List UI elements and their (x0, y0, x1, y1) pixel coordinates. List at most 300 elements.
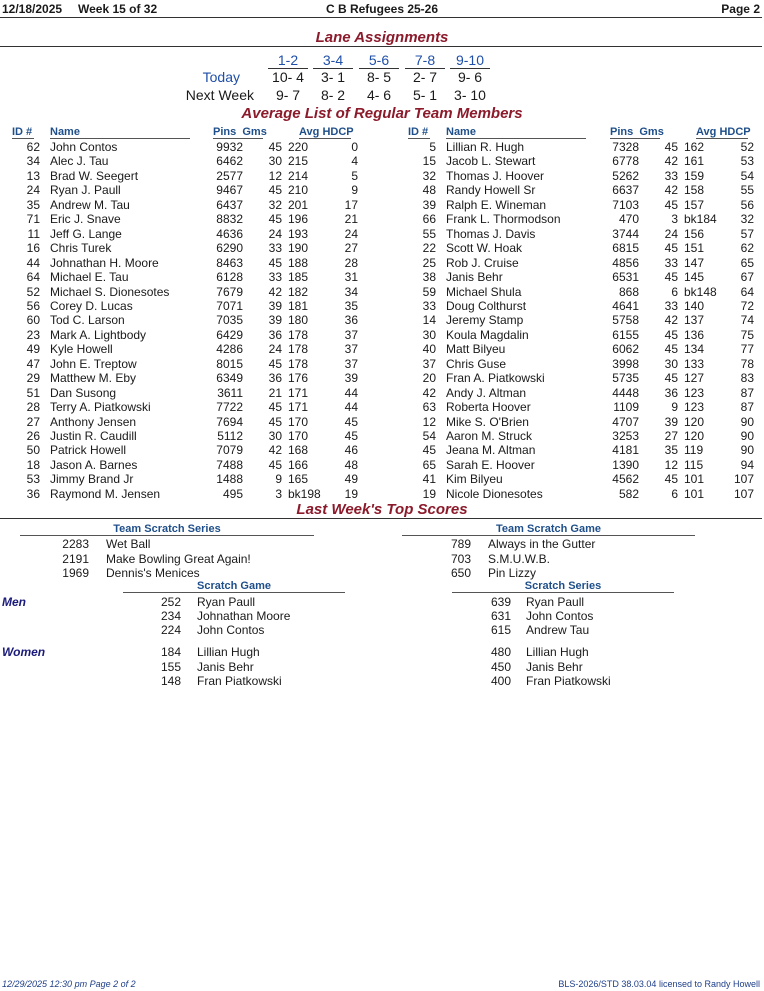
bowler-id: 18 (26, 457, 40, 472)
bowler-handicap: 107 (733, 472, 754, 487)
bowler-name: Dan Susong (50, 385, 117, 400)
bowler-name: Scott W. Hoak (446, 241, 523, 256)
bowler-name: Kyle Howell (50, 342, 113, 357)
bowler-id: 49 (26, 342, 40, 357)
bowler-handicap: 24 (344, 226, 358, 241)
bowler-average: 156 (684, 226, 705, 241)
score-name: Janis Behr (526, 659, 583, 674)
bowler-name: Mark A. Lightbody (50, 327, 147, 342)
bowler-id: 35 (26, 197, 40, 212)
bowler-average: 181 (288, 298, 309, 313)
score-value: 400 (490, 674, 511, 688)
bowler-id: 44 (26, 255, 40, 270)
bowler-pins: 3744 (612, 226, 639, 241)
bowler-games: 45 (268, 414, 282, 429)
table-row (0, 429, 360, 443)
lane-pair-header: 7-8 (405, 52, 445, 69)
bowler-games: 42 (664, 154, 678, 169)
bowler-handicap: 46 (344, 443, 358, 458)
bowler-average: 170 (288, 429, 309, 443)
bowler-games: 39 (268, 298, 282, 313)
bowler-pins: 495 (222, 486, 243, 501)
bowler-name: Terry A. Piatkowski (50, 400, 151, 415)
lane-today-matchup: 8- 5 (366, 69, 392, 85)
bowler-handicap: 77 (740, 342, 754, 357)
col-gms-header: Gms (242, 126, 267, 138)
bowler-handicap: 37 (344, 342, 358, 357)
bowler-id: 66 (422, 212, 436, 227)
bowler-average: 220 (288, 140, 309, 154)
bowler-games: 45 (664, 327, 678, 342)
bowler-games: 45 (268, 212, 282, 227)
bowler-average: 196 (288, 212, 309, 227)
bowler-average: 123 (684, 400, 705, 415)
bowler-name: Frank L. Thormodson (446, 212, 561, 227)
bowler-pins: 9467 (216, 183, 243, 198)
bowler-id: 60 (26, 313, 40, 328)
lane-today-matchup: 9- 6 (457, 69, 483, 85)
table-row (0, 198, 360, 212)
bowler-name: Tod C. Larson (50, 313, 125, 328)
bowler-pins: 5112 (217, 429, 243, 443)
bowler-id: 65 (422, 457, 436, 472)
bowler-average: 159 (684, 168, 705, 183)
bowler-id: 22 (422, 241, 436, 256)
bowler-handicap: 90 (740, 414, 754, 429)
bowler-name: Justin R. Caudill (50, 429, 137, 443)
bowler-id: 48 (422, 183, 436, 198)
bowler-name: Chris Guse (446, 356, 507, 371)
bowler-name: Chris Turek (50, 241, 112, 256)
bowler-pins: 6437 (216, 197, 243, 212)
bowler-pins: 4562 (612, 472, 639, 487)
bowler-pins: 470 (618, 212, 639, 227)
lane-assignments-rule (0, 46, 762, 47)
bowler-name: Mike S. O'Brien (446, 414, 529, 429)
score-name: Dennis's Menices (106, 566, 200, 580)
table-row (0, 386, 360, 400)
bowler-games: 33 (664, 298, 678, 313)
bowler-pins: 6062 (612, 342, 639, 357)
bowler-games: 33 (268, 270, 282, 285)
bowler-average: 136 (684, 327, 705, 342)
bowler-handicap: 64 (740, 284, 754, 299)
bowler-id: 38 (422, 270, 436, 285)
table-row (0, 328, 360, 342)
week-label: Week 15 of 32 (78, 2, 158, 16)
bowler-games: 36 (268, 327, 282, 342)
bowler-pins: 6128 (216, 270, 243, 285)
top-scores-title: Last Week's Top Scores (296, 501, 468, 518)
table-row (396, 183, 756, 197)
bowler-id: 19 (422, 486, 436, 501)
table-row (0, 458, 360, 472)
bowler-games: 24 (268, 342, 282, 357)
bowler-id: 23 (26, 327, 40, 342)
bowler-games: 36 (664, 385, 678, 400)
bowler-id: 36 (26, 486, 40, 501)
bowler-name: Janis Behr (446, 270, 503, 285)
bowler-games: 42 (268, 443, 282, 458)
bowler-name: Sarah E. Hoover (446, 457, 535, 472)
bowler-average: 165 (288, 472, 309, 487)
table-row (0, 443, 360, 457)
score-value: 480 (490, 645, 511, 659)
bowler-pins: 5758 (612, 313, 639, 328)
table-row (0, 357, 360, 371)
bowler-pins: 7035 (216, 313, 243, 328)
lane-today-matchup: 10- 4 (272, 69, 304, 85)
bowler-pins: 6155 (612, 327, 639, 342)
score-value: 631 (490, 609, 511, 623)
bowler-id: 13 (26, 168, 40, 183)
bowler-pins: 5262 (612, 168, 639, 183)
table-row (396, 415, 756, 429)
bowler-pins: 6290 (216, 241, 243, 256)
table-row (396, 198, 756, 212)
bowler-average: 180 (288, 313, 309, 328)
bowler-id: 12 (422, 414, 436, 429)
bowler-name: Jeff G. Lange (50, 226, 122, 241)
score-value: 450 (490, 659, 511, 674)
bowler-name: Raymond M. Jensen (50, 486, 161, 501)
bowler-id: 59 (422, 284, 436, 299)
table-row (0, 371, 360, 385)
bowler-name: Patrick Howell (50, 443, 127, 458)
bowler-pins: 1488 (216, 472, 243, 487)
bowler-handicap: 31 (344, 270, 358, 285)
bowler-handicap: 36 (344, 313, 358, 328)
col-hdcp-header: HDCP (322, 126, 354, 138)
bowler-pins: 8832 (216, 212, 243, 227)
bowler-name: Thomas J. Davis (446, 226, 536, 241)
table-row (396, 328, 756, 342)
col-id-header: ID # (12, 126, 33, 138)
bowler-handicap: 48 (344, 457, 358, 472)
table-row (0, 154, 360, 168)
bowler-id: 53 (26, 472, 40, 487)
table-row (396, 357, 756, 371)
col-pins-header: Pins (213, 126, 237, 138)
bowler-average: 151 (684, 241, 705, 256)
score-value: 703 (450, 551, 471, 566)
lane-next-matchup: 9- 7 (275, 87, 301, 103)
bowler-pins: 8015 (216, 356, 243, 371)
league-name: C B Refugees 25-26 (325, 2, 439, 16)
bowler-games: 6 (671, 486, 678, 501)
bowler-name: Andy J. Altman (446, 385, 527, 400)
col-hdcp-header: HDCP (719, 126, 751, 138)
bowler-average: 101 (684, 486, 705, 501)
bowler-average: 168 (288, 443, 309, 458)
table-row (0, 256, 360, 270)
bowler-name: Fran A. Piatkowski (446, 371, 545, 386)
bowler-pins: 1390 (612, 457, 639, 472)
table-row (0, 183, 360, 197)
bowler-pins: 6462 (216, 154, 243, 169)
table-row (396, 472, 756, 486)
bowler-handicap: 17 (344, 197, 358, 212)
table-row (0, 313, 360, 327)
score-name: Always in the Gutter (488, 537, 596, 551)
bowler-name: Jeremy Stamp (446, 313, 524, 328)
bowler-pins: 9932 (216, 140, 243, 154)
bowler-average: 158 (684, 183, 705, 198)
table-row (0, 285, 360, 299)
bowler-average: 170 (288, 414, 309, 429)
bowler-handicap: 27 (344, 241, 358, 256)
bowler-handicap: 37 (344, 327, 358, 342)
bowler-handicap: 28 (344, 255, 358, 270)
bowler-pins: 4181 (612, 443, 639, 458)
col-avg-hdcp-header (696, 126, 751, 139)
score-value: 148 (160, 674, 181, 688)
team-scratch-game-title: Team Scratch Game (402, 523, 695, 536)
bowler-pins: 4707 (612, 414, 639, 429)
bowler-pins: 1109 (613, 400, 639, 415)
col-avg-header: Avg (299, 126, 320, 138)
table-row (0, 487, 360, 501)
bowler-average: 120 (684, 429, 705, 443)
lane-pair-header: 1-2 (268, 52, 308, 69)
score-value: 224 (160, 623, 181, 637)
score-value: 184 (160, 645, 181, 659)
table-row (396, 458, 756, 472)
bowler-pins: 6349 (216, 371, 243, 386)
bowler-id: 51 (26, 385, 40, 400)
bowler-handicap: 44 (344, 385, 358, 400)
bowler-handicap: 72 (740, 298, 754, 313)
bowler-handicap: 21 (344, 212, 358, 227)
lane-next-matchup: 4- 6 (366, 87, 392, 103)
bowler-games: 39 (268, 313, 282, 328)
bowler-id: 37 (422, 356, 436, 371)
bowler-average: 215 (288, 154, 309, 169)
bowler-games: 36 (268, 371, 282, 386)
score-name: Ryan Paull (197, 595, 256, 609)
bowler-id: 26 (26, 429, 40, 443)
bowler-name: Corey D. Lucas (50, 298, 133, 313)
bowler-handicap: 53 (740, 154, 754, 169)
bowler-average: 119 (684, 443, 704, 458)
table-row (0, 472, 360, 486)
bowler-name: Anthony Jensen (50, 414, 137, 429)
bowler-handicap: 35 (344, 298, 358, 313)
bowler-name: John Contos (50, 140, 118, 154)
bowler-handicap: 62 (740, 241, 754, 256)
bowler-name: Ryan J. Paull (50, 183, 121, 198)
top-scores-rule (0, 518, 762, 519)
bowler-handicap: 37 (344, 356, 358, 371)
women-label: Women (2, 645, 46, 659)
bowler-pins: 7103 (612, 197, 639, 212)
bowler-pins: 2577 (216, 168, 243, 183)
bowler-pins: 7694 (216, 414, 243, 429)
bowler-games: 33 (664, 255, 678, 270)
bowler-games: 30 (268, 429, 282, 443)
score-value: 234 (160, 609, 181, 623)
score-value: 650 (450, 566, 471, 580)
bowler-id: 34 (26, 154, 40, 169)
bowler-average: 134 (684, 342, 705, 357)
bowler-average: 193 (288, 226, 309, 241)
bowler-pins: 7679 (216, 284, 243, 299)
bowler-games: 45 (664, 371, 678, 386)
bowler-games: 45 (268, 400, 282, 415)
bowler-name: Aaron M. Struck (446, 429, 533, 443)
bowler-id: 42 (422, 385, 436, 400)
bowler-handicap: 5 (351, 168, 358, 183)
bowler-pins: 7328 (612, 140, 639, 154)
score-value: 615 (490, 623, 511, 637)
bowler-average: 161 (684, 154, 705, 169)
bowler-id: 47 (26, 356, 40, 371)
bowler-average: 214 (288, 168, 309, 183)
bowler-handicap: 45 (344, 414, 358, 429)
bowler-handicap: 55 (740, 183, 754, 198)
bowler-name: Eric J. Snave (50, 212, 121, 227)
table-row (396, 400, 756, 414)
scratch-game-title: Scratch Game (123, 580, 345, 593)
bowler-average: 147 (684, 255, 705, 270)
lane-assignments-title: Lane Assignments (315, 29, 449, 46)
table-row (0, 299, 360, 313)
bowler-name: Doug Colthurst (446, 298, 527, 313)
bowler-games: 30 (664, 356, 678, 371)
bowler-average: 120 (684, 414, 705, 429)
bowler-id: 39 (422, 197, 436, 212)
bowler-games: 9 (671, 400, 678, 415)
bowler-average: 182 (288, 284, 309, 299)
bowler-id: 63 (422, 400, 436, 415)
col-pins-gms-header (213, 126, 267, 139)
bowler-average: 178 (288, 327, 309, 342)
col-pins-gms-header (610, 126, 664, 139)
bowler-id: 27 (26, 414, 40, 429)
bowler-name: John E. Treptow (50, 356, 137, 371)
col-id-header: ID # (408, 126, 429, 138)
bowler-handicap: 78 (740, 356, 754, 371)
bowler-id: 11 (27, 226, 40, 241)
bowler-average: 210 (288, 183, 309, 198)
bowler-average: 137 (684, 313, 705, 328)
score-name: John Contos (197, 623, 265, 637)
col-pins-header: Pins (610, 126, 634, 138)
table-row (396, 212, 756, 226)
lane-today-matchup: 3- 1 (320, 69, 346, 85)
table-row (396, 270, 756, 284)
bowler-pins: 6815 (612, 241, 639, 256)
bowler-handicap: 107 (733, 486, 754, 501)
bowler-pins: 4448 (612, 385, 639, 400)
bowler-games: 45 (664, 270, 678, 285)
table-row (0, 140, 360, 154)
lane-today-matchup: 2- 7 (412, 69, 438, 85)
bowler-handicap: 39 (344, 371, 358, 386)
bowler-name: Jeana M. Altman (446, 443, 536, 458)
bowler-games: 24 (268, 226, 282, 241)
score-name: Make Bowling Great Again! (106, 551, 251, 566)
score-name: Lillian Hugh (197, 645, 260, 659)
bowler-name: Roberta Hoover (446, 400, 531, 415)
bowler-pins: 7071 (216, 298, 243, 313)
bowler-handicap: 54 (740, 168, 754, 183)
bowler-average: 201 (288, 197, 309, 212)
bowler-handicap: 34 (344, 284, 358, 299)
today-label: Today (202, 69, 240, 85)
bowler-id: 20 (422, 371, 436, 386)
bowler-pins: 6531 (612, 270, 639, 285)
bowler-id: 25 (422, 255, 436, 270)
bowler-handicap: 44 (344, 400, 358, 415)
bowler-name: Brad W. Seegert (50, 168, 139, 183)
bowler-handicap: 0 (351, 140, 358, 154)
bowler-average: bk184 (684, 212, 717, 227)
col-name-header: Name (446, 126, 586, 139)
bowler-average: 157 (684, 197, 705, 212)
table-row (0, 400, 360, 414)
scratch-series-title: Scratch Series (452, 580, 674, 593)
col-name-header: Name (50, 126, 190, 139)
bowler-id: 55 (422, 226, 436, 241)
bowler-id: 50 (26, 443, 40, 458)
bowler-handicap: 90 (740, 429, 754, 443)
bowler-average: 188 (288, 255, 309, 270)
bowler-id: 54 (422, 429, 436, 443)
bowler-name: Jason A. Barnes (50, 457, 138, 472)
bowler-games: 3 (671, 212, 678, 227)
team-scratch-series-title: Team Scratch Series (20, 523, 314, 536)
table-row (396, 285, 756, 299)
bowler-average: bk198 (288, 486, 321, 501)
bowler-pins: 7079 (216, 443, 243, 458)
bowler-pins: 8463 (216, 255, 243, 270)
bowler-average: 171 (288, 400, 309, 415)
table-row (0, 270, 360, 284)
bowler-name: Rob J. Cruise (446, 255, 519, 270)
bowler-id: 24 (26, 183, 40, 198)
bowler-games: 45 (268, 356, 282, 371)
footer-timestamp: 12/29/2025 12:30 pm Page 2 of 2 (2, 979, 136, 989)
bowler-name: Jimmy Brand Jr (50, 472, 134, 487)
col-gms-header: Gms (639, 126, 664, 138)
lane-pair-header: 9-10 (450, 52, 490, 69)
bowler-id: 16 (26, 241, 40, 256)
score-value: 2283 (62, 537, 89, 551)
bowler-games: 45 (664, 342, 678, 357)
bowler-handicap: 75 (740, 327, 754, 342)
table-row (0, 212, 360, 226)
bowler-id: 30 (422, 327, 436, 342)
score-name: Fran Piatkowski (197, 674, 282, 688)
bowler-id: 40 (422, 342, 436, 357)
bowler-id: 28 (26, 400, 40, 415)
bowler-id: 56 (26, 298, 40, 313)
bowler-name: Nicole Dionesotes (446, 486, 543, 501)
bowler-handicap: 4 (351, 154, 358, 169)
bowler-games: 21 (268, 385, 282, 400)
bowler-name: Thomas J. Hoover (446, 168, 545, 183)
average-list-title: Average List of Regular Team Members (241, 105, 523, 122)
col-avg-header: Avg (696, 126, 717, 138)
bowler-average: 101 (684, 472, 705, 487)
bowler-handicap: 56 (740, 197, 754, 212)
table-row (396, 227, 756, 241)
bowler-pins: 7722 (216, 400, 243, 415)
score-name: Andrew Tau (526, 623, 590, 637)
table-row (396, 429, 756, 443)
score-name: Janis Behr (197, 659, 254, 674)
